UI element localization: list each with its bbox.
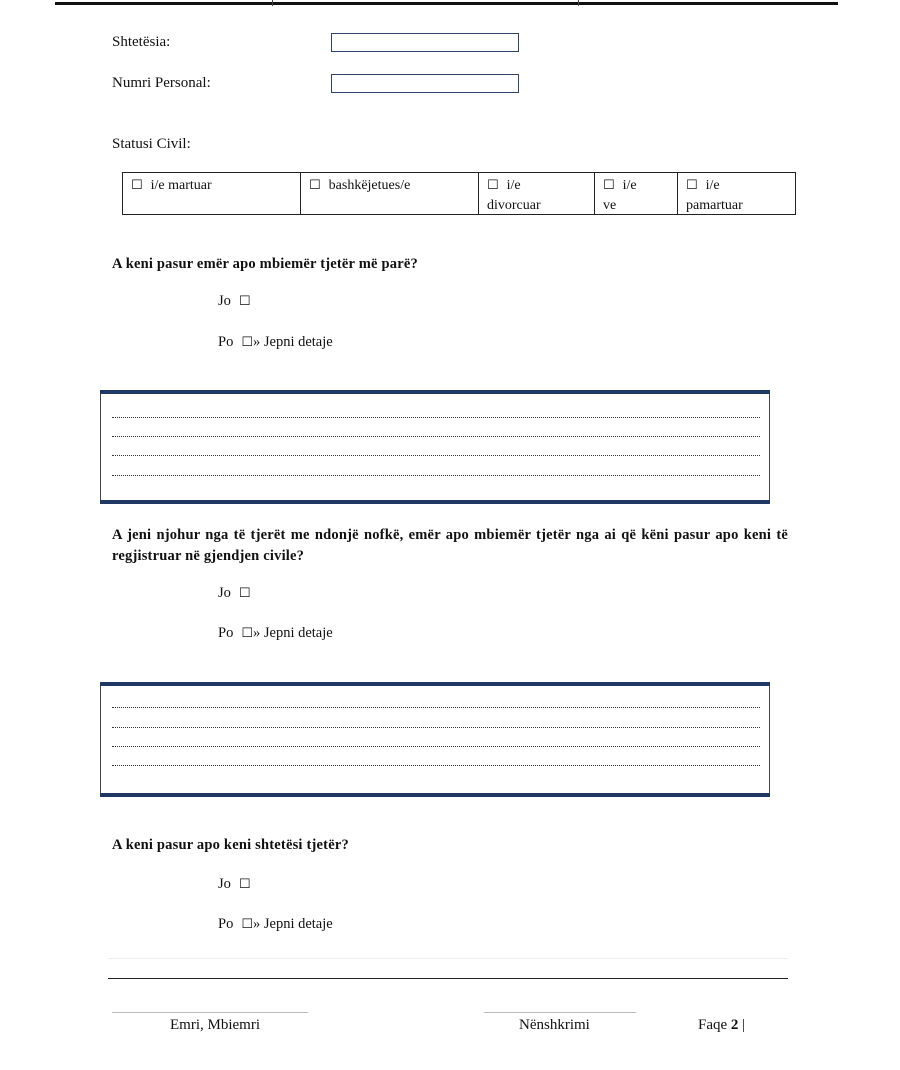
answer-yes[interactable]: Po ☐» Jepni detaje — [218, 625, 333, 641]
dotted-line — [112, 746, 760, 747]
header-tick — [272, 0, 273, 6]
citizenship-input[interactable] — [331, 33, 519, 52]
civil-status-label: Statusi Civil: — [112, 136, 191, 152]
box-top-bar — [100, 390, 770, 394]
box-bottom-bar — [100, 500, 770, 504]
question-nickname: A jeni njohur nga të tjerët me ndonjë nofkë, emër apo mbiemër tjetër nga ai që këni pasur apo keni të regjistruar në gjendjen civile? — [112, 527, 788, 564]
dotted-line — [112, 727, 760, 728]
footer-name-label: Emri, Mbiemri — [170, 1017, 260, 1033]
civil-option-single[interactable]: ☐ i/e pamartuar — [686, 178, 743, 213]
details-box[interactable] — [100, 682, 770, 797]
box-top-bar — [100, 682, 770, 686]
page-number: Faqe 2 | — [698, 1017, 746, 1033]
footer-thin-rule — [108, 958, 788, 959]
civil-option-cohabiting[interactable]: ☐ bashkëjetues/e — [301, 173, 479, 214]
checkbox-icon[interactable]: ☐ — [686, 178, 698, 193]
question-previous-name: A keni pasur emër apo mbiemër tjetër më parë? — [112, 256, 418, 272]
dotted-line — [112, 475, 760, 476]
dotted-line — [112, 417, 760, 418]
footer-signature-label: Nënshkrimi — [519, 1017, 590, 1033]
details-box[interactable] — [100, 390, 770, 504]
checkbox-icon[interactable]: ☐ — [131, 178, 143, 193]
dotted-line — [112, 455, 760, 456]
civil-option-married[interactable]: ☐ i/e martuar — [123, 173, 301, 214]
checkbox-icon[interactable]: ☐ — [238, 294, 251, 309]
answer-yes[interactable]: Po ☐» Jepni detaje — [218, 334, 333, 350]
header-tick — [578, 0, 579, 6]
answer-yes[interactable]: Po ☐» Jepni detaje — [218, 916, 333, 932]
box-bottom-bar — [100, 793, 770, 797]
checkbox-icon[interactable]: ☐ — [238, 586, 251, 601]
checkbox-icon[interactable]: ☐ — [241, 626, 253, 641]
civil-option-divorced[interactable]: ☐ i/e divorcuar — [479, 173, 595, 214]
name-signature-line — [112, 1012, 308, 1013]
answer-no[interactable]: Jo ☐ — [218, 876, 251, 892]
footer-rule — [108, 978, 788, 979]
civil-status-table — [122, 172, 796, 215]
answer-no[interactable]: Jo ☐ — [218, 293, 251, 309]
checkbox-icon[interactable]: ☐ — [238, 877, 251, 892]
dotted-line — [112, 707, 760, 708]
personal-number-label: Numri Personal: — [112, 75, 211, 91]
citizenship-label: Shtetësia: — [112, 34, 171, 50]
personal-number-input[interactable] — [331, 74, 519, 93]
dotted-line — [112, 436, 760, 437]
signature-line — [484, 1012, 636, 1013]
checkbox-icon[interactable]: ☐ — [309, 178, 321, 193]
checkbox-icon[interactable]: ☐ — [241, 917, 253, 932]
checkbox-icon[interactable]: ☐ — [487, 178, 499, 193]
checkbox-icon[interactable]: ☐ — [241, 335, 253, 350]
civil-option-widowed[interactable]: ☐ i/e ve — [595, 173, 678, 214]
checkbox-icon[interactable]: ☐ — [603, 178, 615, 193]
dotted-line — [112, 765, 760, 766]
question-other-citizenship: A keni pasur apo keni shtetësi tjetër? — [112, 837, 349, 853]
header-rule — [55, 2, 838, 5]
answer-no[interactable]: Jo ☐ — [218, 585, 251, 601]
